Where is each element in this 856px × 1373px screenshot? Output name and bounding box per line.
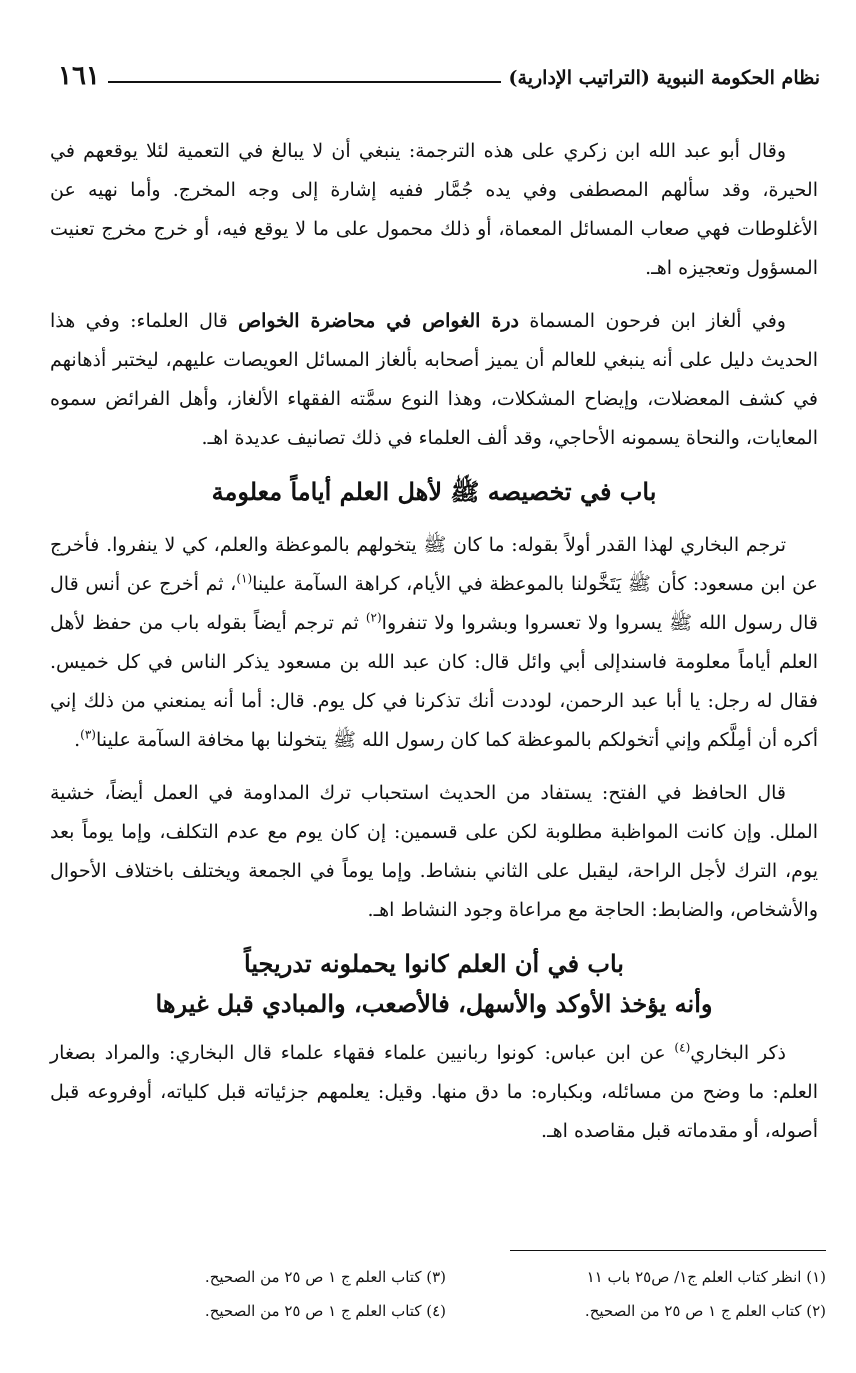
paragraph-ibn-farhun [50, 302, 818, 458]
footnote-3: (٣) كتاب العلم ج ١ ص ٢٥ من الصحيح. [204, 1268, 446, 1286]
running-header [58, 58, 820, 92]
footnote-1: (١) انظر كتاب العلم ج١/ ص٢٥ باب ١١ [586, 1268, 826, 1286]
paragraph-text: ذكر البخاري [690, 1042, 786, 1064]
header-rule [108, 81, 501, 83]
paragraph-text: ، ثم أخرج عن أنس قال قال رسول الله ﷺ يسروا ولا تعسروا وبشروا ولا تنفروا [50, 573, 818, 634]
footnote-ref-1: (١) [236, 571, 253, 586]
paragraph-ibn-zakri [50, 132, 818, 288]
paragraph-bukhari-tarjama [50, 526, 818, 760]
page-body [50, 132, 818, 1165]
book-title-bold: درة الغواص في محاضرة الخواص [238, 310, 519, 332]
footnotes [66, 1262, 826, 1326]
paragraph-text: وقال أبو عبد الله ابن زكري على هذه الترجمة: ينبغي أن لا يبالغ في التعمية لئلا يوقعهم في الحيرة، وقد سألهم المصطفى وفي يده جُمَّار ففيه إشارة إلى وجه المخرج. وأما نهيه عن الأغلوطات فهي صعاب المسائل المعماة، أو ذلك محمول على ما لا يوقع فيه، أو خرج مخرج تعنيت المسؤول وتعجيزه اهـ. [50, 140, 818, 279]
footnote-2: (٢) كتاب العلم ج ١ ص ٢٥ من الصحيح. [584, 1302, 826, 1320]
section-heading-2-line-1: باب في أن العلم كانوا يحملونه تدريجياً [244, 949, 624, 978]
section-heading-2-line-2: وأنه يؤخذ الأوكد والأسهل، فالأصعب، والمبادي قبل غيرها [155, 989, 713, 1018]
footnote-4: (٤) كتاب العلم ج ١ ص ٢٥ من الصحيح. [204, 1302, 446, 1320]
footnote-ref-4: (٤) [674, 1040, 691, 1055]
footnote-ref-2: (٢) [365, 610, 382, 625]
paragraph-text: وفي ألغاز ابن فرحون المسماة [529, 310, 786, 332]
section-heading-2 [50, 944, 818, 1024]
paragraph-text: قال العلماء: وفي هذا الحديث دليل على أنه ينبغي للعالم أن يميز أصحابه بألغاز المسائل العويصات عليهم، ليختبر أذهانهم في كشف المعضلات، وإيضاح المشكلات، وهذا النوع سمَّته الفقهاء الألغاز، وأهل الفرائض سموه المعايات، والنحاة يسمونه الأحاجي، وقد ألف العلماء في ذلك تصانيف عديدة اهـ. [50, 310, 818, 449]
paragraph-text: . [74, 729, 81, 751]
page-number: ١٦١ [58, 61, 100, 91]
header-title: نظام الحكومة النبوية (التراتيب الإدارية) [508, 67, 820, 89]
paragraph-text: ثم ترجم أيضاً بقوله باب من حفظ لأهل العلم أياماً معلومة فاسندإلى أبي وائل قال: كان عبد الله بن مسعود يذكر الناس في كل خميس. فقال له رجل: يا أبا عبد الرحمن، لوددت أنك تذكرنا في كل يوم. قال: أما أنه يمنعني من ذلك إني أكره أن أمِلَّكم وإني أتخولكم بالموعظة كما كان رسول الله ﷺ يتخولنا بها مخافة السآمة علينا [50, 612, 818, 751]
paragraph-text: قال الحافظ في الفتح: يستفاد من الحديث استحباب ترك المداومة في العمل أيضاً، خشية الملل. وإن كانت المواظبة مطلوبة لكن على قسمين: إن كان يوم مع عدم التكلف، وإما يوماً بعد يوم، الترك لأجل الراحة، ليقبل على الثاني بنشاط. وإما يوماً في الجمعة ويختلف باختلاف الأحوال والأشخاص، والضابط: الحاجة مع مراعاة وجود النشاط اهـ. [50, 782, 818, 921]
footnote-divider [510, 1250, 826, 1251]
section-heading-1: باب في تخصيصه ﷺ لأهل العلم أياماً معلومة [211, 477, 657, 506]
paragraph-text: عن ابن عباس: كونوا ربانيين علماء فقهاء علماء قال البخاري: والمراد بصغار العلم: ما وضح من مسائله، وبكباره: ما دق منها. وقيل: يعلمهم جزئياته قبل كلياته، أوفروعه قبل أصوله، أو مقدماته قبل مقاصده اهـ. [50, 1042, 818, 1142]
paragraph-text: ترجم البخاري لهذا القدر أولاً بقوله: ما كان ﷺ يتخولهم بالموعظة والعلم، كي لا ينفروا. فأخرج عن ابن مسعود: كأن ﷺ يَتَخَّولنا بالموعظة في الأيام، كراهة السآمة علينا [50, 534, 818, 595]
footnote-ref-3: (٣) [80, 727, 96, 742]
paragraph-ibn-abbas [50, 1034, 818, 1151]
paragraph-hafiz-fath [50, 774, 818, 930]
